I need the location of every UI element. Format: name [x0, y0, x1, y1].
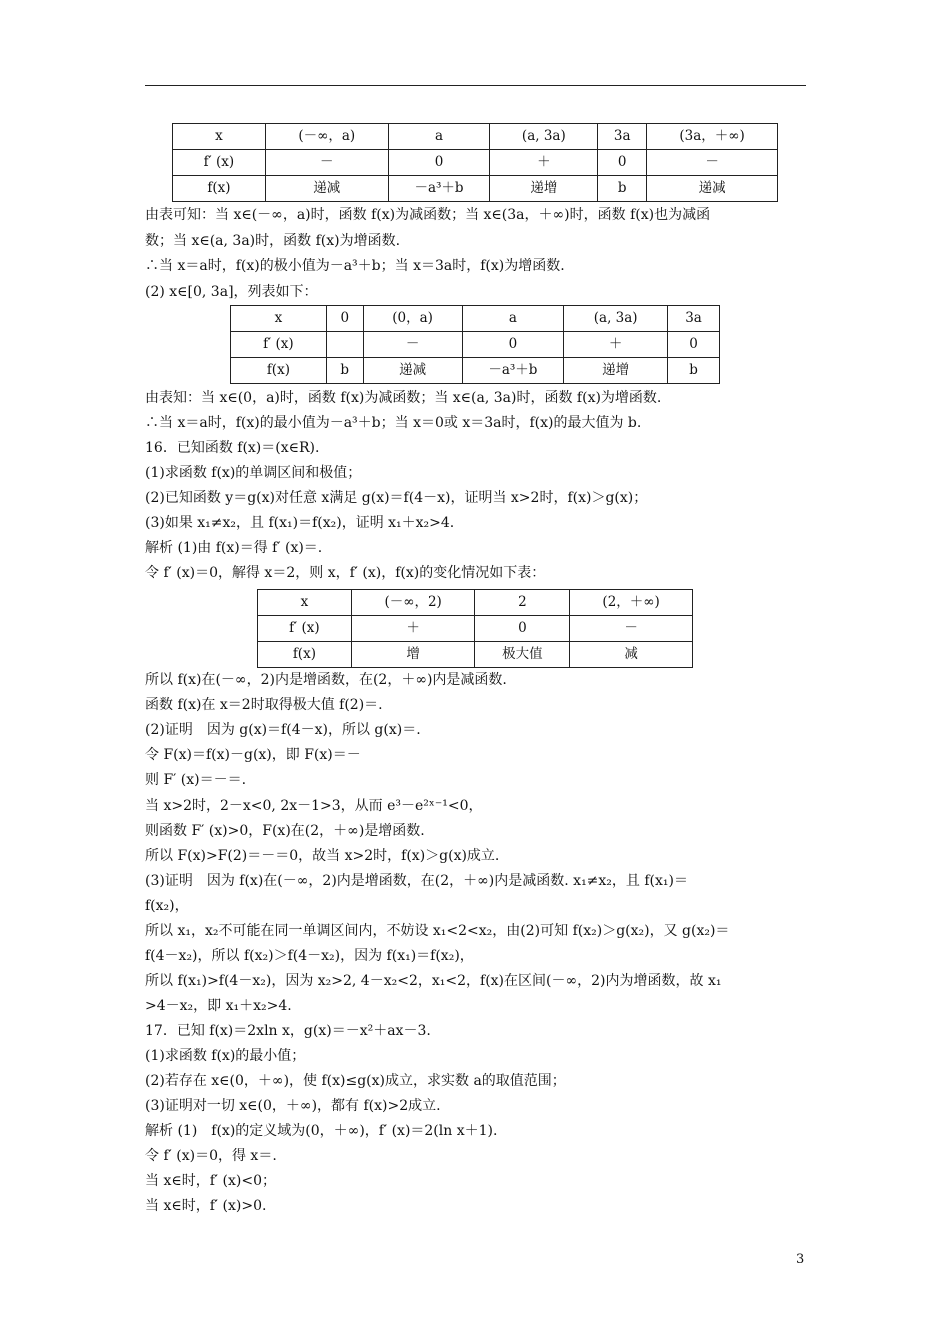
text-line: (2) x∈[0, 3a]，列表如下： [145, 284, 318, 300]
text-line: f(4－x₂)，所以 f(x₂)＞f(4－x₂)，因为 f(x₁)＝f(x₂)， [145, 948, 474, 964]
table-cell: f(x) [231, 358, 327, 384]
table-cell: f′ (x) [231, 332, 327, 358]
text-line: ∴当 x＝a时，f(x)的极小值为－a³＋b；当 x＝3a时，f(x)为增函数. [145, 258, 565, 274]
table-cell: 递减 [265, 176, 388, 202]
table-cell: (a, 3a) [490, 124, 598, 150]
table-cell: ＋ [490, 150, 598, 176]
table-cell: 2 [475, 590, 570, 616]
table-row [173, 124, 778, 150]
table-row [258, 590, 693, 616]
table-row [231, 306, 720, 332]
table-row [173, 150, 778, 176]
text-line: (3)如果 x₁≠x₂，且 f(x₁)＝f(x₂)，证明 x₁＋x₂>4. [145, 515, 455, 531]
text-line: 当 x∈时，f′ (x)<0； [145, 1173, 276, 1189]
table-row [258, 616, 693, 642]
table-cell: b [668, 358, 720, 384]
text-line: 令 f′ (x)＝0，得 x＝. [145, 1148, 277, 1164]
text-line: 解析 (1) f(x)的定义域为(0，＋∞)，f′ (x)＝2(ln x＋1). [145, 1123, 498, 1139]
table-cell: － [363, 332, 462, 358]
text-line: 令 F(x)＝f(x)－g(x)，即 F(x)＝－ [145, 747, 361, 763]
text-line: 当 x>2时，2－x<0, 2x－1>3，从而 e³－e²ˣ⁻¹<0， [145, 798, 483, 814]
text-line: 所以 f(x₁)>f(4－x₂)，因为 x₂>2, 4－x₂<2，x₁<2，f(x)在区间(－∞，2)内为增函数，故 x₁ [145, 973, 722, 989]
text-line: 所以 F(x)>F(2)＝－＝0，故当 x>2时，f(x)＞g(x)成立. [145, 848, 500, 864]
text-line: 所以 x₁，x₂不可能在同一单调区间内，不妨设 x₁<2<x₂，由(2)可知 f(x₂)＞g(x₂)，又 g(x₂)＝ [145, 923, 730, 939]
text-line: 函数 f(x)在 x＝2时取得极大值 f(2)＝. [145, 697, 383, 713]
table-cell: － [647, 150, 778, 176]
table-cell: b [598, 176, 647, 202]
text-line: 令 f′ (x)＝0，解得 x＝2，则 x，f′ (x)，f(x)的变化情况如下表： [145, 565, 546, 581]
text-line: 由表知：当 x∈(0，a)时，函数 f(x)为减函数；当 x∈(a, 3a)时，函数 f(x)为增函数. [145, 390, 662, 406]
page-number: 3 [796, 1252, 805, 1267]
text-line: f(x₂)， [145, 898, 189, 914]
table-cell: a [388, 124, 490, 150]
table-cell [326, 332, 363, 358]
table-cell: x [258, 590, 352, 616]
table-cell: (－∞，a) [265, 124, 388, 150]
text-line: (3)证明对一切 x∈(0，＋∞)，都有 f(x)>2成立. [145, 1098, 441, 1114]
table-cell: － [570, 616, 693, 642]
table-cell: a [462, 306, 564, 332]
text-line: ∴当 x＝a时，f(x)的最小值为－a³＋b；当 x＝0或 x＝3a时，f(x)的最大值为 b. [145, 415, 642, 431]
text-line: 解析 (1)由 f(x)＝得 f′ (x)＝. [145, 540, 323, 556]
text-line: 由表可知：当 x∈(－∞，a)时，函数 f(x)为减函数；当 x∈(3a，＋∞)时，函数 f(x)也为减函 [145, 207, 711, 223]
table-row [231, 332, 720, 358]
table-cell: (a, 3a) [564, 306, 668, 332]
table-cell: －a³＋b [462, 358, 564, 384]
table-cell: ＋ [351, 616, 475, 642]
text-line: 数；当 x∈(a, 3a)时，函数 f(x)为增函数. [145, 233, 401, 249]
table-row [231, 358, 720, 384]
text-line: (3)证明 因为 f(x)在(－∞，2)内是增函数，在(2，＋∞)内是减函数. x₁≠x₂，且 f(x₁)＝ [145, 873, 688, 889]
table-cell: 0 [668, 332, 720, 358]
table-cell: 3a [598, 124, 647, 150]
table-cell: 0 [388, 150, 490, 176]
table-cell: － [265, 150, 388, 176]
table-cell: 3a [668, 306, 720, 332]
table-cell: 递减 [647, 176, 778, 202]
table-cell: －a³＋b [388, 176, 490, 202]
text-line: 则函数 F′ (x)>0，F(x)在(2，＋∞)是增函数. [145, 823, 425, 839]
header-rule [145, 85, 806, 86]
table-cell: f′ (x) [258, 616, 352, 642]
table-cell: 递增 [490, 176, 598, 202]
table-cell: b [326, 358, 363, 384]
text-line: (1)求函数 f(x)的单调区间和极值； [145, 465, 362, 481]
table-cell: f(x) [258, 642, 352, 668]
table-cell: x [231, 306, 327, 332]
table-cell: f′ (x) [173, 150, 266, 176]
table-cell: 0 [462, 332, 564, 358]
table-cell: 0 [475, 616, 570, 642]
text-line: (2)若存在 x∈(0，＋∞)，使 f(x)≤g(x)成立，求实数 a的取值范围； [145, 1073, 566, 1089]
sign-table-2 [230, 305, 720, 384]
table-cell: (－∞，2) [351, 590, 475, 616]
table-cell: 0 [326, 306, 363, 332]
table-cell: x [173, 124, 266, 150]
table-cell: ＋ [564, 332, 668, 358]
table-cell: 减 [570, 642, 693, 668]
table-cell: 递减 [363, 358, 462, 384]
sign-table-1 [172, 123, 778, 202]
table-cell: (3a，＋∞) [647, 124, 778, 150]
text-line: 则 F′ (x)＝－＝. [145, 772, 247, 788]
text-line: (2)证明 因为 g(x)＝f(4－x)，所以 g(x)＝. [145, 722, 421, 738]
table-cell: 0 [598, 150, 647, 176]
table-cell: (2，＋∞) [570, 590, 693, 616]
table-cell: 极大值 [475, 642, 570, 668]
text-line: 当 x∈时，f′ (x)>0. [145, 1198, 267, 1214]
text-line: 17．已知 f(x)＝2xln x，g(x)＝－x²＋ax－3. [145, 1023, 431, 1039]
table-row [258, 642, 693, 668]
table-cell: 递增 [564, 358, 668, 384]
text-line: 所以 f(x)在(－∞，2)内是增函数，在(2，＋∞)内是减函数. [145, 672, 507, 688]
table-cell: (0，a) [363, 306, 462, 332]
sign-table-3 [257, 589, 693, 668]
text-line: (2)已知函数 y＝g(x)对任意 x满足 g(x)＝f(4－x)，证明当 x>2时，f(x)＞g(x)； [145, 490, 648, 506]
table-cell: 增 [351, 642, 475, 668]
text-line: >4－x₂，即 x₁＋x₂>4. [145, 998, 292, 1014]
text-line: 16．已知函数 f(x)＝(x∈R). [145, 440, 320, 456]
table-row [173, 176, 778, 202]
table-cell: f(x) [173, 176, 266, 202]
text-line: (1)求函数 f(x)的最小值； [145, 1048, 306, 1064]
